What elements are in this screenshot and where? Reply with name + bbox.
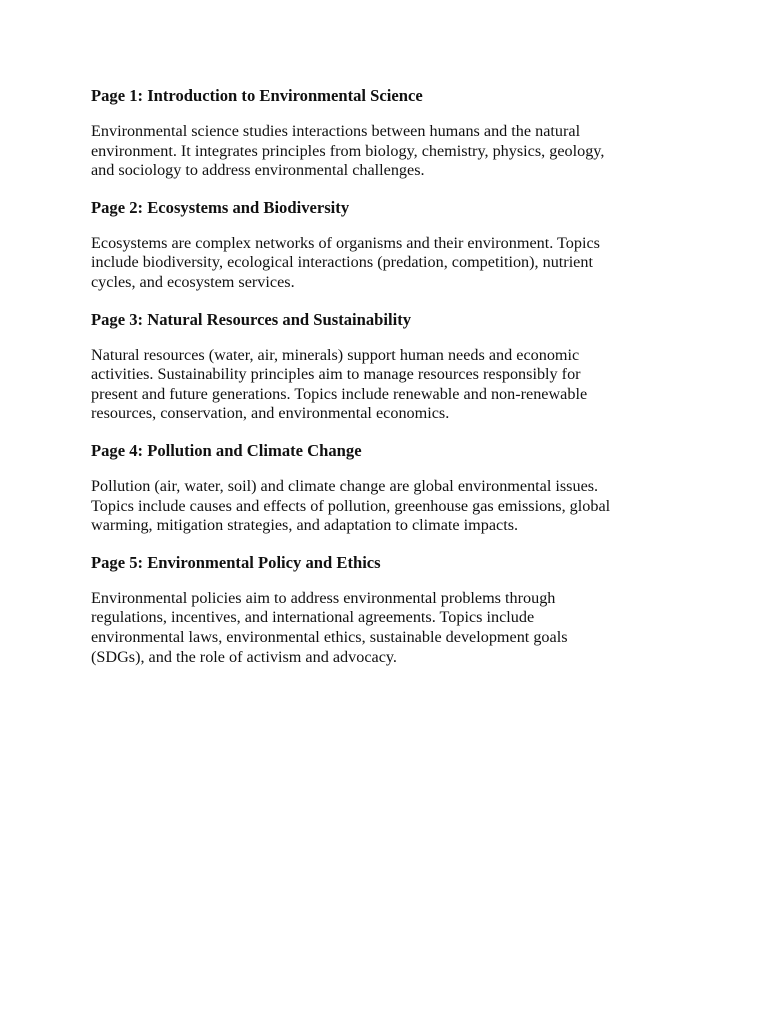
paragraph-line: and sociology to address environmental challenges. [91,161,425,180]
section-ecosystems [91,198,681,293]
document-body [91,86,681,684]
paragraph-line: regulations, incentives, and international agreements. Topics include [91,608,535,627]
paragraph-line: environmental laws, environmental ethics, sustainable development goals [91,627,568,646]
section-heading: Page 3: Natural Resources and Sustainability [91,309,412,329]
section-heading: Page 2: Ecosystems and Biodiversity [91,197,350,217]
section-paragraph [91,346,681,424]
paragraph-line: Natural resources (water, air, minerals) support human needs and economic [91,345,580,364]
paragraph-line: present and future generations. Topics include renewable and non-renewable [91,384,588,403]
section-heading: Page 1: Introduction to Environmental Science [91,86,423,105]
section-pollution [91,441,681,536]
section-heading: Page 5: Environmental Policy and Ethics [91,552,381,572]
paragraph-line: Topics include causes and effects of pollution, greenhouse gas emissions, global [91,496,611,515]
paragraph-line: (SDGs), and the role of activism and advocacy. [91,647,397,666]
section-natural-resources [91,310,681,424]
paragraph-line: Environmental science studies interactions between humans and the natural [91,122,581,140]
paragraph-line: warming, mitigation strategies, and adaptation to climate impacts. [91,516,519,535]
paragraph-line: Ecosystems are complex networks of organisms and their environment. Topics [91,233,600,252]
paragraph-line: resources, conservation, and environmental economics. [91,404,450,423]
section-paragraph [91,122,681,181]
paragraph-line: include biodiversity, ecological interactions (predation, competition), nutrient [91,253,593,272]
paragraph-line: environment. It integrates principles from biology, chemistry, physics, geology, [91,141,605,160]
section-paragraph [91,589,681,667]
section-policy [91,553,681,667]
section-heading: Page 4: Pollution and Climate Change [91,440,362,460]
section-introduction [91,86,681,181]
section-paragraph [91,234,681,293]
section-paragraph [91,477,681,536]
paragraph-line: cycles, and ecosystem services. [91,272,295,291]
paragraph-line: activities. Sustainability principles aim to manage resources responsibly for [91,365,581,384]
paragraph-line: Environmental policies aim to address environmental problems through [91,588,556,607]
paragraph-line: Pollution (air, water, soil) and climate change are global environmental issues. [91,476,599,495]
